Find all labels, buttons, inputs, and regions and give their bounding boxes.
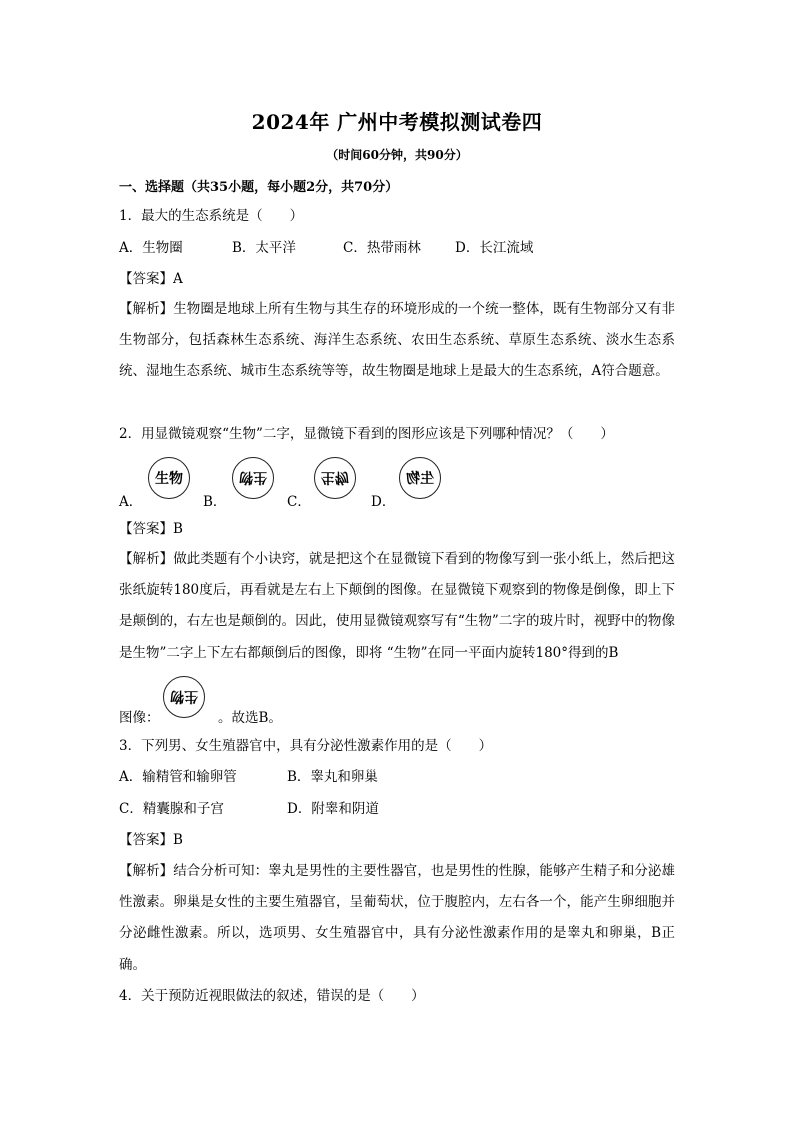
question-2-stem: 2．用显微镜观察“生物”二字，显微镜下看到的图形应该是下列哪种情况？（ ）	[119, 426, 614, 442]
option-b-image-text: 生物	[239, 469, 267, 485]
question-1-stem: 1．最大的生态系统是（ ）	[119, 208, 304, 224]
option-a-image-text: 生物	[155, 471, 183, 487]
question-1-option-c: C．热带雨林	[343, 240, 421, 256]
analysis-tail-suffix: 。故选B。	[218, 710, 282, 726]
option-c-image-text: 生物	[321, 469, 349, 485]
question-3-option-d: D．附睾和阴道	[287, 801, 379, 817]
question-3-analysis: 【解析】结合分析可知：睾丸是男性的主要性器官，也是男性的性腺，能够产生精子和分泌雄性激素。卵巢是女性的主要生殖器官，呈葡萄状，位于腹腔内，左右各一个，能产生卵细胞并分泌雌性激素。所以，选项男、女生殖器官中，具有分泌性激素作用的是睾丸和卵巢，B正确。	[119, 863, 675, 973]
question-1-option-b: B．太平洋	[232, 240, 296, 256]
question-2-option-c: C．	[287, 494, 311, 510]
section-heading: 一、选择题（共35小题，每小题2分，共70分）	[119, 180, 399, 195]
question-1-answer: 【答案】A	[119, 271, 183, 287]
option-b-image	[232, 457, 274, 499]
question-1-analysis: 【解析】生物圈是地球上所有生物与其生存的环境形成的一个统一整体，既有生物部分又有非生物部分，包括森林生态系统、海洋生态系统、农田生态系统、草原生态系统、淡水生态系统、湿地生态系统、城市生态系统等等，故生物圈是地球上是最大的生态系统，A符合题意。	[119, 301, 675, 380]
question-3-option-a: A．输精管和输卵管	[119, 769, 237, 785]
answer-b-image-text: 生物	[170, 688, 198, 704]
answer-b-image	[163, 676, 205, 718]
question-2-option-b: B．	[203, 494, 227, 510]
option-d-image	[399, 457, 441, 499]
option-c-image	[314, 457, 356, 499]
question-3-stem: 3．下列男、女生殖器官中，具有分泌性激素作用的是（ ）	[119, 738, 493, 754]
question-2-analysis: 【解析】做此类题有个小诀窍，就是把这个在显微镜下看到的物像写到一张小纸上，然后把这张纸旋转180度后，再看就是左右上下颠倒的图像。在显微镜下观察到的物像是倒像，即上下是颠倒的，右左也是颠倒的。因此，使用显微镜观察写有“生物”二字的玻片时，视野中的物像是生物”二字上下左右都颠倒后的图像，即将 “生物”在同一平面内旋转180°得到的B	[119, 551, 675, 661]
page-title: 2024年 广州中考模拟测试卷四	[251, 110, 543, 134]
question-3-option-c: C．精囊腺和子宫	[119, 801, 224, 817]
question-2-option-d: D．	[371, 494, 396, 510]
analysis-tail-prefix: 图像：	[119, 710, 160, 726]
option-a-image	[148, 457, 190, 499]
question-1-option-a: A．生物圈	[119, 240, 183, 256]
question-3-answer: 【答案】B	[119, 832, 183, 848]
question-1-option-d: D．长江流域	[455, 240, 534, 256]
question-4-stem: 4．关于预防近视眼做法的叙述，错误的是（ ）	[119, 988, 425, 1004]
question-3-option-b: B．睾丸和卵巢	[287, 769, 378, 785]
question-2-option-a: A．	[119, 494, 143, 510]
question-2-answer: 【答案】B	[119, 521, 183, 537]
option-d-image-text: 生物	[406, 471, 434, 487]
exam-time-note: （时间60分钟，共90分）	[326, 148, 468, 162]
